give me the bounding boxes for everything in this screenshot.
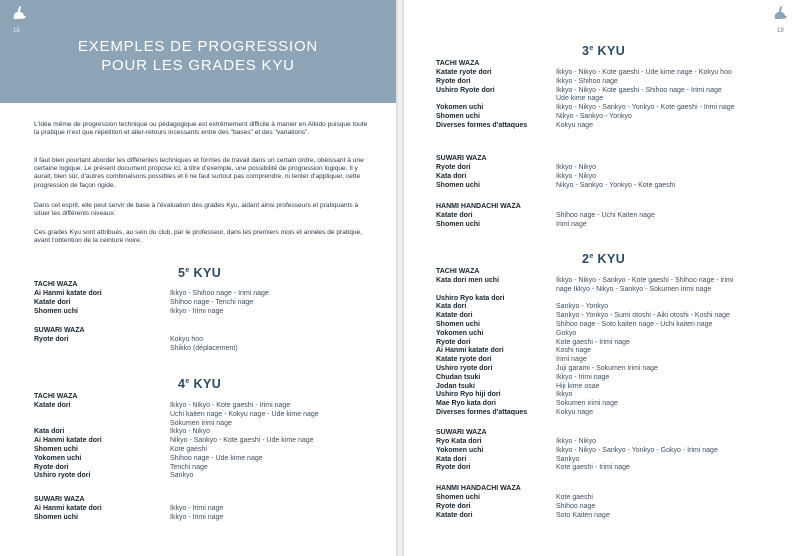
technique-list — [556, 438, 596, 447]
attack-name: Kata dori men uchi — [436, 277, 500, 284]
category-tachi-waza: TACHI WAZA — [436, 268, 480, 275]
technique-text: Sankyo - Yonkyo - Sumi otoshi - Aiki otoshi - Koshi nage — [556, 312, 730, 320]
technique-list — [170, 437, 314, 446]
technique-list — [556, 87, 722, 105]
technique-list — [556, 122, 593, 131]
technique-row — [436, 400, 786, 409]
technique-text: Nikyo - Sankyo - Yonkyo - Kote gaeshi — [556, 181, 676, 189]
grade-heading-4-kyu — [178, 377, 221, 391]
grade-label: KYU — [193, 266, 222, 280]
technique-list — [556, 182, 675, 191]
technique-list — [170, 446, 207, 455]
technique-text: Kote gaeshi - Irimi nage — [556, 338, 630, 346]
technique-list — [556, 303, 608, 312]
technique-text: Soto Kaiten nage — [556, 511, 610, 519]
intro-paragraph-1: L'idée même de progression technique ou pédagogique est extrêmement difficile à manier en Aïkido puisque toute la pratique n'est que répétition et aller-retours incessants entre des "bases" et des "variations". — [34, 121, 368, 137]
technique-list — [170, 472, 193, 481]
technique-text: Ude kime nage — [556, 95, 604, 103]
attack-name: Diverses formes d'attaques — [436, 121, 528, 129]
technique-row — [436, 312, 786, 321]
attack-name: Ushiro Ryote dori — [436, 86, 495, 94]
attack-name: Katate dori — [436, 312, 473, 320]
technique-text: Ikkyo - Irimi nage — [170, 505, 224, 512]
technique-list — [556, 212, 655, 221]
attack-name: Yokomen uchi — [436, 446, 484, 454]
category-suwari-waza: SUWARI WAZA — [436, 429, 487, 436]
technique-row — [436, 512, 786, 521]
technique-text: Irimi nage — [556, 220, 587, 228]
technique-list — [170, 299, 253, 308]
category-tachi-waza: TACHI WAZA — [34, 281, 78, 288]
attack-name: Ushiro Ryo hiji dori — [436, 391, 501, 399]
technique-row — [34, 455, 384, 464]
technique-row — [436, 212, 786, 221]
intro-paragraph-3: Dans cet esprit, elle peut servir de base à l'évaluation des grades Kyu, aidant ainsi professeurs et pratiquants à situer les différents niveaux. — [34, 202, 359, 218]
technique-row — [436, 347, 786, 356]
technique-text: Ikkyo - Nikyo - Kote gaeshi - Ude kime nage - Kokyu hoo — [556, 69, 732, 76]
technique-row — [436, 182, 786, 191]
grade-heading-3-kyu — [582, 44, 625, 58]
technique-row — [436, 122, 786, 131]
category-hanmi-handachi-waza: HANMI HANDACHI WAZA — [436, 203, 521, 210]
attack-name: Katate dori — [436, 511, 473, 519]
technique-text: Gokyo — [556, 329, 577, 337]
technique-text: Shikko (déplacement) — [170, 344, 238, 352]
technique-text: Ikkyo - Irimi nage — [170, 307, 224, 315]
attack-name: Ai Hanmi katate dori — [34, 290, 102, 297]
attack-name: Kata dori — [436, 303, 467, 311]
technique-text: Ikkyo - Irimi nage — [556, 373, 610, 381]
technique-row — [436, 456, 786, 465]
technique-text: Ikkyo - Nikyo - Sankyo - Yonkyo - Kote gaeshi - Irimi nage — [556, 104, 735, 112]
technique-text: Ikkyo - Irimi nage — [170, 513, 224, 521]
technique-row — [436, 494, 786, 503]
technique-list — [556, 409, 593, 418]
technique-row — [436, 277, 786, 295]
attack-name: Chudan tsuki — [436, 373, 481, 381]
technique-text: Ikkyo - Shihoo nage - Irimi nage — [170, 290, 269, 297]
technique-list — [556, 339, 630, 348]
grade-heading-2-kyu — [582, 252, 625, 266]
technique-list — [556, 277, 733, 295]
technique-row — [436, 330, 786, 339]
attack-name: Shomen uchi — [436, 494, 480, 501]
technique-list — [556, 383, 600, 392]
technique-text: Hiji kime osae — [556, 382, 600, 390]
category-tachi-waza: TACHI WAZA — [436, 60, 480, 67]
technique-text: Ikkyo - Nikyo — [556, 438, 597, 445]
technique-text: Ikkyo - Nikyo - Kote gaeshi - Irimi nage — [170, 402, 291, 409]
technique-text: Shihoo nage - Tenchi nage — [170, 298, 254, 306]
technique-text: Irimi nage — [556, 356, 587, 364]
technique-row — [34, 428, 384, 437]
technique-text: Juji garami - Sokumen irimi nage — [556, 365, 658, 372]
technique-text: Kokyu nage — [556, 409, 593, 416]
technique-row — [34, 446, 384, 455]
grade-number: 2 — [582, 252, 590, 266]
technique-text: Kote gaeshi — [170, 446, 207, 453]
technique-text: Ikkyo - Shihoo nage — [556, 77, 618, 85]
grade-suffix: e — [185, 378, 190, 385]
attack-name: Yokomen uchi — [436, 329, 484, 337]
attack-name: Ryote dori — [436, 77, 471, 85]
book-gutter — [396, 0, 404, 556]
attack-name: Ryote dori — [34, 463, 69, 471]
category-suwari-waza: SUWARI WAZA — [34, 496, 85, 503]
attack-name: Ryote dori — [436, 502, 471, 510]
category-suwari-waza: SUWARI WAZA — [34, 327, 85, 334]
attack-name: Jodan tsuki — [436, 382, 475, 390]
technique-row — [436, 113, 786, 122]
technique-list — [556, 164, 596, 173]
technique-list — [556, 321, 712, 330]
technique-row — [436, 321, 786, 330]
technique-list — [556, 503, 595, 512]
technique-row — [34, 290, 384, 299]
grade-number: 4 — [178, 377, 186, 391]
technique-list — [556, 78, 618, 87]
attack-name: Shomen uchi — [34, 513, 78, 521]
technique-row — [436, 438, 786, 447]
technique-row — [436, 356, 786, 365]
technique-text: nage Ikkyo - Nikyo - Sankyo - Sokumen irimi nage — [556, 285, 712, 293]
rabbit-logo-icon — [11, 5, 27, 21]
grade-number: 3 — [582, 44, 590, 58]
technique-row — [436, 78, 786, 87]
grade-label: KYU — [193, 377, 222, 391]
technique-list — [170, 336, 238, 354]
technique-list — [556, 356, 587, 365]
technique-row — [436, 69, 786, 78]
rabbit-logo-icon — [772, 5, 788, 21]
category-tachi-waza: TACHI WAZA — [34, 393, 78, 400]
technique-text: Uchi kaiten nage - Kokyu nage - Ude kime nage — [170, 410, 319, 418]
technique-row — [436, 87, 786, 105]
technique-row — [436, 303, 786, 312]
technique-text: Sankyo - Yonkyo — [556, 303, 609, 311]
attack-name: Yokomen uchi — [34, 454, 82, 462]
grade-label: KYU — [597, 252, 626, 266]
attack-name: Ryote dori — [436, 464, 471, 472]
title-line-2: POUR LES GRADES KYU — [101, 57, 295, 74]
attack-name: Ushiro Ryo kata dori — [436, 294, 505, 302]
attack-name: Shomen uchi — [34, 307, 78, 315]
technique-text: Shihoo nage — [556, 502, 596, 510]
technique-text: Koshi nage — [556, 347, 592, 355]
attack-name: Shomen uchi — [436, 181, 480, 189]
attack-name: Kata dori — [34, 428, 65, 436]
intro-paragraph-4: Ces grades Kyu sont attribués, au sein du club, par le professeur, dans les premiers mois et années de pratique, avant l'obtention de la ceinture noire. — [34, 229, 363, 245]
grade-suffix: e — [185, 267, 190, 274]
attack-name: Ryo Kata dori — [436, 438, 482, 445]
technique-list — [556, 173, 596, 182]
technique-text: Ikkyo - Nikyo — [556, 164, 597, 171]
technique-row — [34, 437, 384, 446]
technique-text: Ikkyo - Nikyo — [170, 428, 211, 436]
grade-suffix: e — [589, 253, 594, 260]
technique-list — [556, 391, 572, 400]
grade-number: 5 — [178, 266, 186, 280]
attack-name: Kata dori — [436, 455, 467, 463]
attack-name: Shomen uchi — [436, 220, 480, 228]
technique-text: Nikyo - Sankyo - Yonkyo — [556, 113, 632, 120]
title-banner — [0, 0, 396, 103]
grade-label: KYU — [597, 44, 626, 58]
technique-row — [436, 295, 786, 304]
grade-heading-5-kyu — [178, 266, 221, 280]
technique-list — [556, 104, 735, 113]
technique-list — [170, 464, 208, 473]
attack-name: Ai Hanmi katate dori — [436, 347, 504, 355]
technique-list — [170, 308, 223, 317]
left-page — [0, 0, 396, 556]
technique-list — [556, 330, 576, 339]
technique-list — [556, 400, 618, 409]
technique-row — [436, 173, 786, 182]
attack-name: Katate dori — [34, 298, 71, 306]
technique-row — [34, 402, 384, 428]
technique-list — [170, 505, 223, 514]
attack-name: Shomen uchi — [436, 321, 480, 328]
technique-text: Shihoo nage - Ude kime nage — [170, 454, 263, 462]
technique-text: Kote gaeshi — [556, 494, 593, 501]
technique-text: Ikkyo - Nikyo - Kote gaeshi - Shihoo nage - Irimi nage — [556, 86, 722, 94]
technique-list — [556, 494, 593, 503]
attack-name: Ryote dori — [436, 338, 471, 346]
technique-text: Sokumen irimi nage — [556, 400, 618, 408]
technique-list — [556, 347, 591, 356]
attack-name: Katate ryote dori — [436, 356, 492, 364]
attack-name: Katate dori — [34, 402, 71, 409]
attack-name: Katate dori — [436, 212, 473, 219]
technique-row — [34, 308, 384, 317]
technique-row — [436, 464, 786, 473]
technique-text: Ikkyo - Nikyo - Sankyo - Yonkyo - Gokyo - Irimi nage — [556, 446, 718, 454]
technique-row — [436, 503, 786, 512]
technique-list — [556, 464, 630, 473]
technique-row — [436, 383, 786, 392]
technique-row — [436, 339, 786, 348]
page-number: 18 — [13, 28, 20, 34]
technique-list — [556, 447, 718, 456]
attack-name: Diverses formes d'attaques — [436, 409, 528, 416]
technique-row — [34, 505, 384, 514]
technique-list — [556, 365, 658, 374]
technique-row — [436, 391, 786, 400]
technique-text: Ikkyo — [556, 391, 573, 399]
attack-name: Ushiro ryote dori — [436, 365, 493, 372]
page-title — [0, 37, 396, 75]
technique-row — [436, 164, 786, 173]
technique-row — [34, 299, 384, 308]
technique-row — [436, 365, 786, 374]
technique-row — [34, 464, 384, 473]
technique-list — [170, 428, 210, 437]
attack-name: Ushiro ryote dori — [34, 472, 91, 480]
technique-text: Sankyo — [170, 472, 194, 480]
technique-text: Kokyu hoo — [170, 336, 204, 343]
right-page — [404, 0, 799, 556]
technique-text: Kote gaeshi - Irimi nage — [556, 464, 630, 472]
attack-name: Ryote dori — [436, 164, 471, 171]
technique-list — [170, 290, 269, 299]
technique-row — [436, 374, 786, 383]
attack-name: Kata dori — [436, 172, 467, 180]
attack-name: Katate ryote dori — [436, 69, 492, 76]
attack-name: Ryote dori — [34, 336, 69, 343]
technique-row — [34, 514, 384, 523]
attack-name: Shomen uchi — [34, 446, 78, 453]
technique-text: Ikkyo - Nikyo - Sankyo - Kote gaeshi - Shihoo nage - irimi — [556, 277, 734, 284]
technique-text: Sankyo — [556, 455, 580, 463]
category-suwari-waza: SUWARI WAZA — [436, 155, 487, 162]
technique-list — [170, 514, 223, 523]
technique-list — [556, 512, 610, 521]
grade-suffix: e — [589, 45, 594, 52]
technique-row — [436, 447, 786, 456]
technique-text: Tenchi nage — [170, 463, 208, 471]
category-hanmi-handachi-waza: HANMI HANDACHI WAZA — [436, 485, 521, 492]
technique-list — [170, 402, 319, 428]
technique-text: Kokyu nage — [556, 121, 593, 129]
technique-list — [556, 113, 632, 122]
technique-row — [436, 104, 786, 113]
technique-text: Ikkyo - Nikyo — [556, 172, 597, 180]
technique-row — [34, 472, 384, 481]
attack-name: Ai Hanmi katate dori — [34, 505, 102, 512]
technique-list — [556, 221, 587, 230]
attack-name: Ai Hanmi katate dori — [34, 437, 102, 445]
attack-name: Shomen uchi — [436, 113, 480, 120]
title-line-1: EXEMPLES DE PROGRESSION — [77, 38, 319, 55]
technique-list — [556, 456, 579, 465]
technique-text: Nikyo - Sankyo - Kote gaeshi - Ude kime nage — [170, 437, 314, 445]
technique-text: Shihoo nage - Uchi Kaiten nage — [556, 212, 655, 219]
intro-paragraph-2: Il faut bien pourtant aborder les différentes techniques et formes de travail dans un certain ordre, obéissant à une certaine logique. Le présent document propose ici, à titre d'exemple, une possibilité de progression logique. Il y aurait, bien sûr, d'autres combinaisons possibles et il ne faut surtout pas comprendre, ni tenter d'appliquer, cette progression de façon rigide. — [34, 157, 364, 189]
technique-text: Shihoo nage - Soto kaiten nage - Uchi kaiten nage — [556, 321, 713, 328]
attack-name: Mae Ryo kata dori — [436, 400, 496, 408]
technique-list — [556, 374, 609, 383]
technique-row — [436, 409, 786, 418]
attack-name: Yokomen uchi — [436, 104, 484, 112]
technique-list — [556, 312, 730, 321]
technique-row — [436, 221, 786, 230]
technique-row — [34, 336, 384, 354]
page-number: 19 — [777, 28, 784, 34]
technique-list — [170, 455, 263, 464]
technique-text: Sokumen irimi nage — [170, 419, 232, 427]
technique-list — [556, 69, 732, 78]
